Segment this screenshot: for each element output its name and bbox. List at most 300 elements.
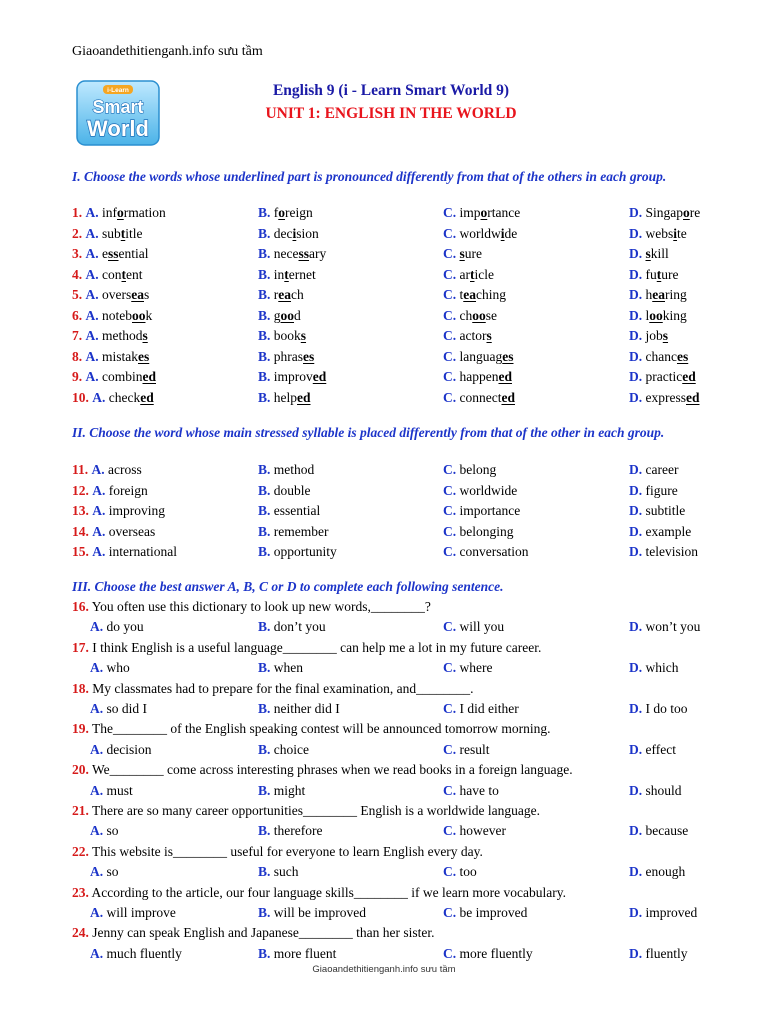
option [629,862,685,882]
option-letter: B. [258,287,271,302]
word-part: improv [273,369,313,384]
option-text: where [459,660,493,676]
question-row [72,367,732,387]
option-letter: A. [90,823,104,839]
question-text: According to the article, our four language skills________ if we learn more vocabulary. [91,884,566,900]
word-part: se [485,307,497,323]
word-part: d [294,307,301,323]
question-stem-row [72,679,732,699]
underlined-part: ed [142,369,156,384]
option-letter: A. [90,660,104,676]
option-letter: B. [258,482,271,498]
option-letter: B. [258,246,271,261]
word-part: ch [291,287,304,302]
option [258,903,366,923]
option-letter: A. [85,287,99,302]
underlined-part: ed [297,389,311,405]
option-inner [92,462,142,477]
underlined-part: ea [131,287,144,302]
option-text: so [106,864,119,880]
question-text: You often use this dictionary to look up new words,________? [91,599,431,614]
option-letter: C. [443,482,457,498]
option [90,903,176,923]
word-part: happen [459,369,499,384]
question-text: There are so many career opportunities________ English is a worldwide language. [92,803,541,818]
option [90,944,182,964]
option-letter: D. [629,482,643,498]
option [258,781,305,801]
option-letter: A. [90,904,104,920]
word-part: rmation [123,205,166,220]
option [443,203,520,223]
option [72,306,152,326]
option-text: decision [106,741,152,757]
option-letter: B. [258,225,271,241]
option-letter: B. [258,823,271,839]
option-letter: A. [92,389,106,405]
word-part: book [273,328,301,343]
question-row [72,203,732,223]
word-part: re [689,205,701,220]
option-letter: B. [258,700,271,716]
answer-options-row [72,821,732,841]
option-text: I do too [645,700,688,716]
option [258,658,303,678]
option [443,501,520,521]
option-letter: D. [629,462,643,477]
word-part: job [645,328,663,343]
option-letter: B. [258,660,271,676]
question-text: We________ come across interesting phrases when we read books in a foreign language. [92,762,573,778]
option [72,522,155,542]
option-letter: B. [258,864,271,880]
question-number: 17. [72,639,89,655]
option-text: fluently [645,945,688,961]
option-letter: C. [443,369,457,384]
question-stem-row [72,883,732,903]
option-text: result [459,741,490,757]
option-letter: B. [258,369,271,384]
option-letter: A. [85,225,99,241]
word-part: t [459,287,464,302]
underlined-part: oo [472,307,486,323]
underlined-part: ea [463,287,477,302]
word-part: mistak [102,348,138,364]
option [629,617,700,637]
option-text: I did either [459,700,519,716]
question-row [72,244,732,264]
option-letter: D. [629,328,643,343]
option [258,224,319,244]
option-letter: C. [443,945,457,961]
option-text: should [645,782,682,798]
option [72,244,149,264]
option-text: have to [459,782,499,798]
question-row [72,522,732,542]
option [72,265,143,285]
option-letter: C. [443,700,457,716]
option-letter: D. [629,544,643,559]
option [443,388,515,408]
question-text: The________ of the English speaking contest will be announced tomorrow morning. [92,721,551,737]
option [443,326,492,346]
word-part: itle [125,225,143,241]
question-row [72,347,732,367]
option [72,326,148,346]
word-part: r [273,287,279,302]
word-part: e [102,246,108,261]
section-2-instruction: II. Choose the word whose main stressed syllable is placed differently from that of the other in each group. [72,425,665,440]
option [258,821,322,841]
option [72,501,165,521]
option [629,306,687,326]
document-title: English 9 (i - Learn Smart World 9) [272,82,510,99]
option [90,740,152,760]
option-letter: C. [443,904,457,920]
option-letter: B. [258,503,271,518]
option [629,481,678,501]
underlined-part: i [673,225,678,241]
option [443,522,514,542]
option [629,699,688,719]
option-inner [92,524,155,539]
word-part: ernet [288,266,316,282]
option-letter: A. [90,619,104,635]
option-text: example [645,523,692,539]
option [629,388,700,408]
option [258,862,299,882]
option-inner [92,483,147,498]
option [443,460,496,480]
option-letter: D. [629,523,643,539]
option [258,265,316,285]
word-part: ring [665,287,687,302]
option-letter: D. [629,266,643,282]
question-stem-row [72,842,732,862]
option-text: more fluent [273,945,337,961]
underlined-part: o [480,205,488,220]
question-number: 13. [72,503,89,518]
option-text: improved [645,904,698,920]
option-letter: B. [258,523,271,539]
option-letter: C. [443,307,457,323]
option-letter: C. [443,741,457,757]
underlined-part: s [645,246,651,261]
option-letter: A. [90,864,104,880]
word-part: express [645,389,686,405]
option-inner [92,503,165,518]
question-stem [72,597,431,617]
option [72,224,143,244]
question-stem-row [72,923,732,943]
option [629,501,685,521]
option [443,285,506,305]
option-text: subtitle [645,503,686,518]
option-letter: C. [443,225,457,241]
option-text: so did I [106,700,147,716]
question-number: 5. [72,287,83,302]
option [443,944,533,964]
option [258,522,328,542]
option [72,367,156,387]
underlined-part: i [500,225,505,241]
option-text: career [645,462,679,477]
word-part: webs [645,225,674,241]
word-part: overs [102,287,132,302]
option [258,367,326,387]
word-part: noteb [102,307,132,323]
word-part: practic [645,369,683,384]
question-row [72,542,732,562]
option-letter: A. [85,307,99,323]
option [443,862,477,882]
option-letter: C. [443,619,457,635]
option [258,501,320,521]
underlined-part: t [656,266,662,282]
option-inner [86,369,157,384]
option-letter: D. [629,246,643,261]
word-part: icle [474,266,494,282]
answer-options-row [72,740,732,760]
option-letter: A. [90,700,104,716]
option-letter: C. [443,348,457,364]
option [258,699,340,719]
question-stem [72,719,551,739]
option [443,244,482,264]
option-letter: D. [629,864,643,880]
option-letter: A. [90,741,104,757]
question-stem-row [72,760,732,780]
word-part: kill [650,246,669,261]
option-inner [86,267,143,282]
option-letter: B. [258,307,271,323]
option-inner [86,328,148,343]
header-note: Giaoandethitienganh.info sưu tầm [72,44,263,59]
option [443,265,494,285]
option [72,460,142,480]
question-stem-row [72,719,732,739]
underlined-part: ss [108,246,119,261]
option [90,699,147,719]
footer-note: Giaoandethitienganh.info sưu tầm [312,964,456,975]
word-part: actor [459,328,487,343]
option-letter: A. [92,544,106,559]
unit-title: UNIT 1: ENGLISH IN THE WORLD [265,105,517,122]
option-letter: B. [258,619,271,635]
question-number: 11. [72,462,89,477]
option-letter: D. [629,205,643,220]
option [258,617,326,637]
option [72,481,148,501]
option-letter: D. [629,782,643,798]
word-part: worldw [459,225,501,241]
option [443,903,527,923]
underlined-part: s [662,328,669,343]
option [72,203,166,223]
option-text: might [273,782,306,798]
option-letter: C. [443,246,457,261]
option [90,658,130,678]
underlined-part: s [486,328,492,343]
option-inner [86,205,166,220]
option-letter: D. [629,225,643,241]
option-letter: C. [443,823,457,839]
option-letter: A. [85,246,99,261]
option-letter: A. [90,945,104,961]
option-text: method [273,462,315,477]
question-number: 22. [72,843,89,859]
option-text: belonging [459,523,514,539]
option-letter: A. [92,523,106,539]
word-part: k [145,307,153,323]
option-inner [86,349,150,364]
option [258,244,326,264]
question-row [72,481,732,501]
option-letter: B. [258,741,271,757]
question-number: 9. [72,369,83,384]
question-number: 12. [72,482,89,498]
question-row [72,285,732,305]
underlined-part: o [117,205,124,220]
word-part: de [504,225,518,241]
word-part: rtance [487,205,521,220]
answer-options-row [72,617,732,637]
option [629,522,691,542]
option-letter: A. [85,328,99,343]
underlined-part: ea [652,287,665,302]
option-text: who [106,660,130,676]
option [443,224,517,244]
underlined-part: oo [280,307,295,323]
question-number: 14. [72,523,89,539]
option-letter: B. [258,945,271,961]
underlined-part: s [300,328,307,343]
option-text: improving [108,503,165,518]
question-number: 1. [72,205,83,220]
option-text: effect [645,741,676,757]
option-inner [86,226,143,241]
underlined-part: t [284,266,289,282]
option-letter: B. [258,205,271,220]
option-text: much fluently [106,945,182,961]
option-letter: C. [443,782,457,798]
question-number: 4. [72,266,83,282]
option-text: will you [459,619,505,635]
option [258,326,306,346]
option-inner [92,390,153,405]
option-text: foreign [108,482,148,498]
option-inner [86,287,150,302]
word-part: ure [464,246,483,261]
section-1-instruction: I. Choose the words whose underlined part is pronounced differently from that of the others in each group. [72,169,667,184]
underlined-part: es [138,348,150,364]
word-part: dec [273,225,293,241]
question-row [72,265,732,285]
word-part: ary [309,246,327,261]
question-number: 8. [72,348,83,364]
word-part: imp [459,205,481,220]
option-letter: A. [92,482,106,498]
question-number: 7. [72,328,83,343]
option [443,542,528,562]
option-text: be improved [459,904,528,920]
option-text: will be improved [273,904,366,920]
question-stem [72,842,483,862]
word-part: ential [118,246,149,261]
option-letter: C. [443,864,457,880]
option [72,542,177,562]
option-text: television [645,544,698,559]
word-part: connect [459,389,502,405]
underlined-part: ed [682,369,696,384]
word-part: method [102,328,143,343]
option-letter: B. [258,904,271,920]
option-text: belong [459,462,497,477]
question-text: My classmates had to prepare for the final examination, and________. [92,680,474,696]
option-text: so [106,823,119,839]
option [443,306,497,326]
question-number: 15. [72,544,89,559]
option-letter: B. [258,462,271,477]
option-text: enough [645,864,686,880]
underlined-part: es [502,348,514,364]
option-letter: C. [443,660,457,676]
question-number: 20. [72,762,89,778]
option-letter: D. [629,503,643,518]
question-number: 24. [72,925,89,941]
option [443,347,514,367]
question-row [72,224,732,244]
option [258,306,301,326]
option [90,781,133,801]
option-letter: C. [443,266,457,282]
option-text: when [273,660,304,676]
logo-line2: World [87,116,149,141]
option-letter: A. [85,369,99,384]
option [258,944,336,964]
underlined-part: s [142,328,148,343]
option-text: worldwide [459,482,518,498]
option [629,460,678,480]
option [629,781,682,801]
answer-options-row [72,862,732,882]
question-number: 6. [72,307,83,323]
option [258,481,311,501]
option-letter: D. [629,904,643,920]
option-letter: C. [443,287,457,302]
option-letter: D. [629,823,643,839]
option-text: too [459,864,477,880]
answer-options-row [72,781,732,801]
option-inner [86,246,149,261]
logo-top-text: i-Learn [107,87,129,94]
option-letter: C. [443,523,457,539]
answer-options-row [72,699,732,719]
option [258,347,314,367]
word-part: te [677,225,687,241]
option [629,821,688,841]
question-number: 10. [72,389,89,405]
underlined-part: ed [498,369,512,384]
option-text: importance [459,503,521,518]
option-letter: D. [629,369,643,384]
question-stem [72,801,540,821]
option-letter: D. [629,619,643,635]
word-part: in [273,266,285,282]
option [72,347,149,367]
word-part: fu [645,266,657,282]
question-stem-row [72,597,732,617]
